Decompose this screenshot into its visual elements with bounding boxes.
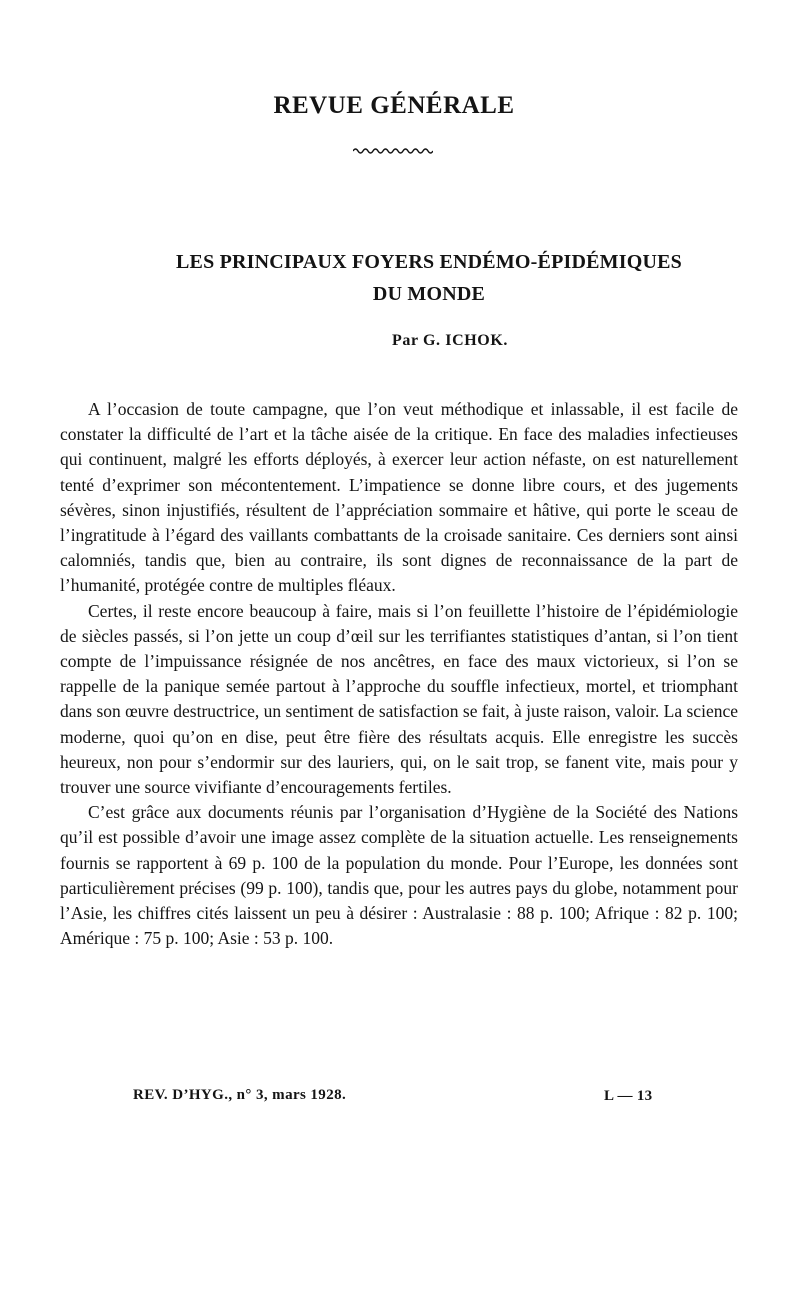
- paragraph-2: Certes, il reste encore beaucoup à faire, mais si l’on feuillette l’histoire de l’épidémiologie de siècles passés, si l’on jette un coup d’œil sur les terrifiantes statistiques d’antan, si l’on tient compte de l’impuissance résignée de nos ancêtres, en face des maux victorieux, si l’on se rappelle de la panique semée partout à l’approche du souffle infectieux, mortel, et triomphant dans son œuvre destructrice, un sentiment de satisfaction se fait, à juste raison, valoir. La science moderne, quoi qu’on en dise, peut être fière des résultats acquis. Elle enregistre les succès heureux, non pour s’endormir sur des lauriers, qui, on le sait trop, se fanent vite, mais pour y trouver une source vivifiante d’encouragements fertiles.: [60, 600, 738, 798]
- journal-citation: REV. D’HYG., n° 3, mars 1928.: [133, 1087, 347, 1103]
- article-body: [60, 397, 738, 951]
- section-title: REVUE GÉNÉRALE: [273, 92, 515, 119]
- wavy-rule-ornament: [353, 146, 433, 154]
- article-title: [60, 246, 798, 310]
- paragraph-3: C’est grâce aux documents réunis par l’organisation d’Hygiène de la Société des Nations qu’il est possible d’avoir une image assez complète de la situation actuelle. Les renseignements fournis se rapportent à 69 p. 100 de la population du monde. Pour l’Europe, les données sont particulièrement précises (99 p. 100), tandis que, pour les autres pays du globe, notamment pour l’Asie, les chiffres cités laissent un peu à désirer : Australasie : 88 p. 100; Afrique : 82 p. 100; Amérique : 75 p. 100; Asie : 53 p. 100.: [60, 802, 738, 949]
- article-title-line-2: DU MONDE: [372, 283, 486, 305]
- article-title-line-1: LES PRINCIPAUX FOYERS ENDÉMO-ÉPIDÉMIQUES: [175, 251, 682, 273]
- paragraph-1: A l’occasion de toute campagne, que l’on veut méthodique et inlassable, il est facile de constater la difficulté de l’art et la tâche aisée de la critique. En face des maladies infectieuses qui continuent, malgré les efforts déployés, à exercer leur action néfaste, on est naturellement tenté d’exprimer son mécontentement. L’impatience se donne libre cours, et des jugements sévères, sinon injustifiés, résultent de l’appréciation sommaire et hâtive, qui porte le sceau de l’ingratitude à l’égard des vaillants combattants de la croisade sanitaire. Ces derniers sont ainsi calomniés, tandis que, bien au contraire, ils sont dignes de reconnaissance de la part de l’humanité, protégée contre de multiples fléaux.: [60, 399, 738, 596]
- page-reference: L — 13: [604, 1088, 653, 1104]
- author-byline: Par G. ICHOK.: [392, 332, 508, 349]
